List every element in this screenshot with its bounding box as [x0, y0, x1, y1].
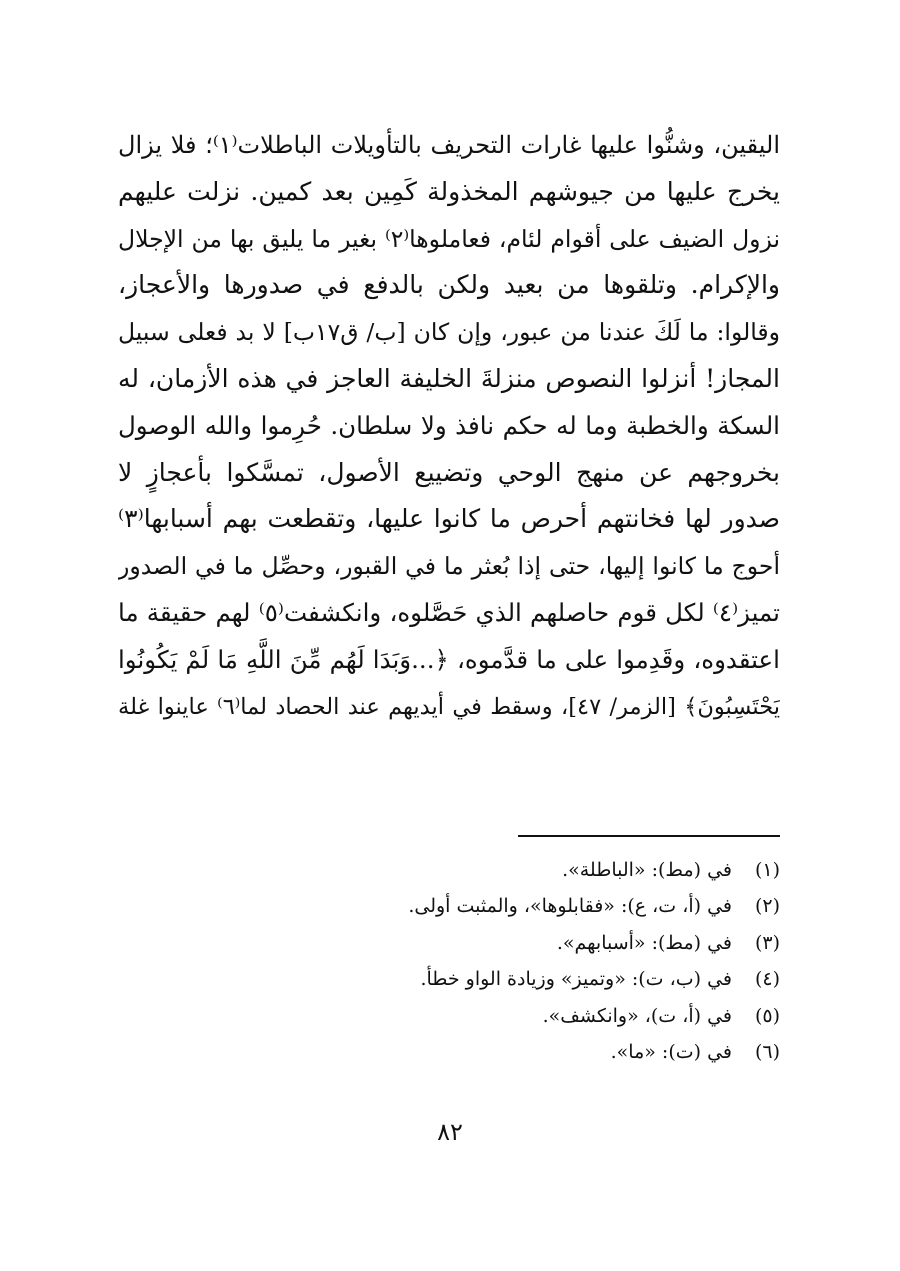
text-line: السكة والخطبة وما له حكم نافذ ولا سلطان. حُرِموا والله الوصول: [118, 410, 780, 440]
text-line: بخروجهم عن منهج الوحي وتضييع الأصول، تمسَّكوا بأعجازٍ لا: [118, 457, 780, 487]
footnote-text: في (مط): «الباطلة».: [562, 859, 732, 881]
footnote-divider: [518, 835, 780, 837]
text-line: اليقين، وشنُّوا عليها غارات التحريف بالتأويلات الباطلات⁽١⁾؛ فلا يزال: [118, 131, 780, 159]
footnote-text: في (ت): «ما».: [610, 1040, 732, 1063]
text-line: يَحْتَسِبُونَ﴾ [الزمر/ ٤٧]، وسقط في أيديهم عند الحصاد لما⁽٦⁾ عاينوا غلة: [118, 693, 780, 720]
footnote: [118, 1034, 780, 1070]
footnote-text: في (أ، ت)، «وانكشف».: [542, 1004, 732, 1027]
page-number: ٨٢: [437, 1118, 463, 1146]
footnote-text: في (أ، ت، ع): «فقابلوها»، والمثبت أولى.: [408, 895, 732, 918]
footnote-text: في (ب، ت): «وتميز» وزيادة الواو خطأ.: [420, 968, 732, 991]
text-line: تميز⁽٤⁾ لكل قوم حاصلهم الذي حَصَّلوه، وانكشفت⁽٥⁾ لهم حقيقة ما: [118, 597, 780, 627]
footnote-number: (٢): [754, 895, 780, 918]
footnote-number: (١): [754, 859, 780, 881]
text-line: اعتقدوه، وقَدِموا على ما قدَّموه، ﴿...وَبَدَا لَهُم مِّنَ اللَّهِ مَا لَمْ يَكُونُوا: [118, 644, 780, 674]
footnote-number: (٦): [754, 1040, 780, 1063]
footnote-text: في (مط): «أسبابهم».: [556, 931, 732, 954]
footnote: [118, 998, 780, 1034]
text-line: يخرج عليها من جيوشهم المخذولة كَمِين بعد كمين. نزلت عليهم: [118, 176, 780, 206]
footnote: [118, 961, 780, 997]
body-text: [118, 122, 780, 730]
footnote-number: (٣): [754, 931, 780, 954]
text-line: صدور لها فخانتهم أحرص ما كانوا عليها، وتقطعت بهم أسبابها⁽٣⁾: [118, 504, 780, 534]
footnote-number: (٥): [754, 1004, 780, 1027]
text-line: والإكرام. وتلقوها من بعيد ولكن بالدفع في صدورها والأعجاز،: [118, 270, 780, 300]
text-line: وقالوا: ما لَكَ عندنا من عبور، وإن كان [ب/ ق١٧ب] لا بد فعلى سبيل: [118, 318, 780, 347]
footnote-number: (٤): [754, 968, 780, 991]
footnote: [118, 852, 780, 888]
footnote: [118, 925, 780, 961]
text-line: نزول الضيف على أقوام لئام، فعاملوها⁽٢⁾ بغير ما يليق بها من الإجلال: [118, 224, 780, 253]
text-line: أحوج ما كانوا إليها، حتى إذا بُعثر ما في القبور، وحصِّل ما في الصدور: [118, 552, 780, 581]
text-line: المجاز! أنزلوا النصوص منزلةَ الخليفة العاجز في هذه الأزمان، له: [118, 363, 780, 393]
footnote: [118, 888, 780, 924]
footnotes: [118, 852, 780, 1070]
